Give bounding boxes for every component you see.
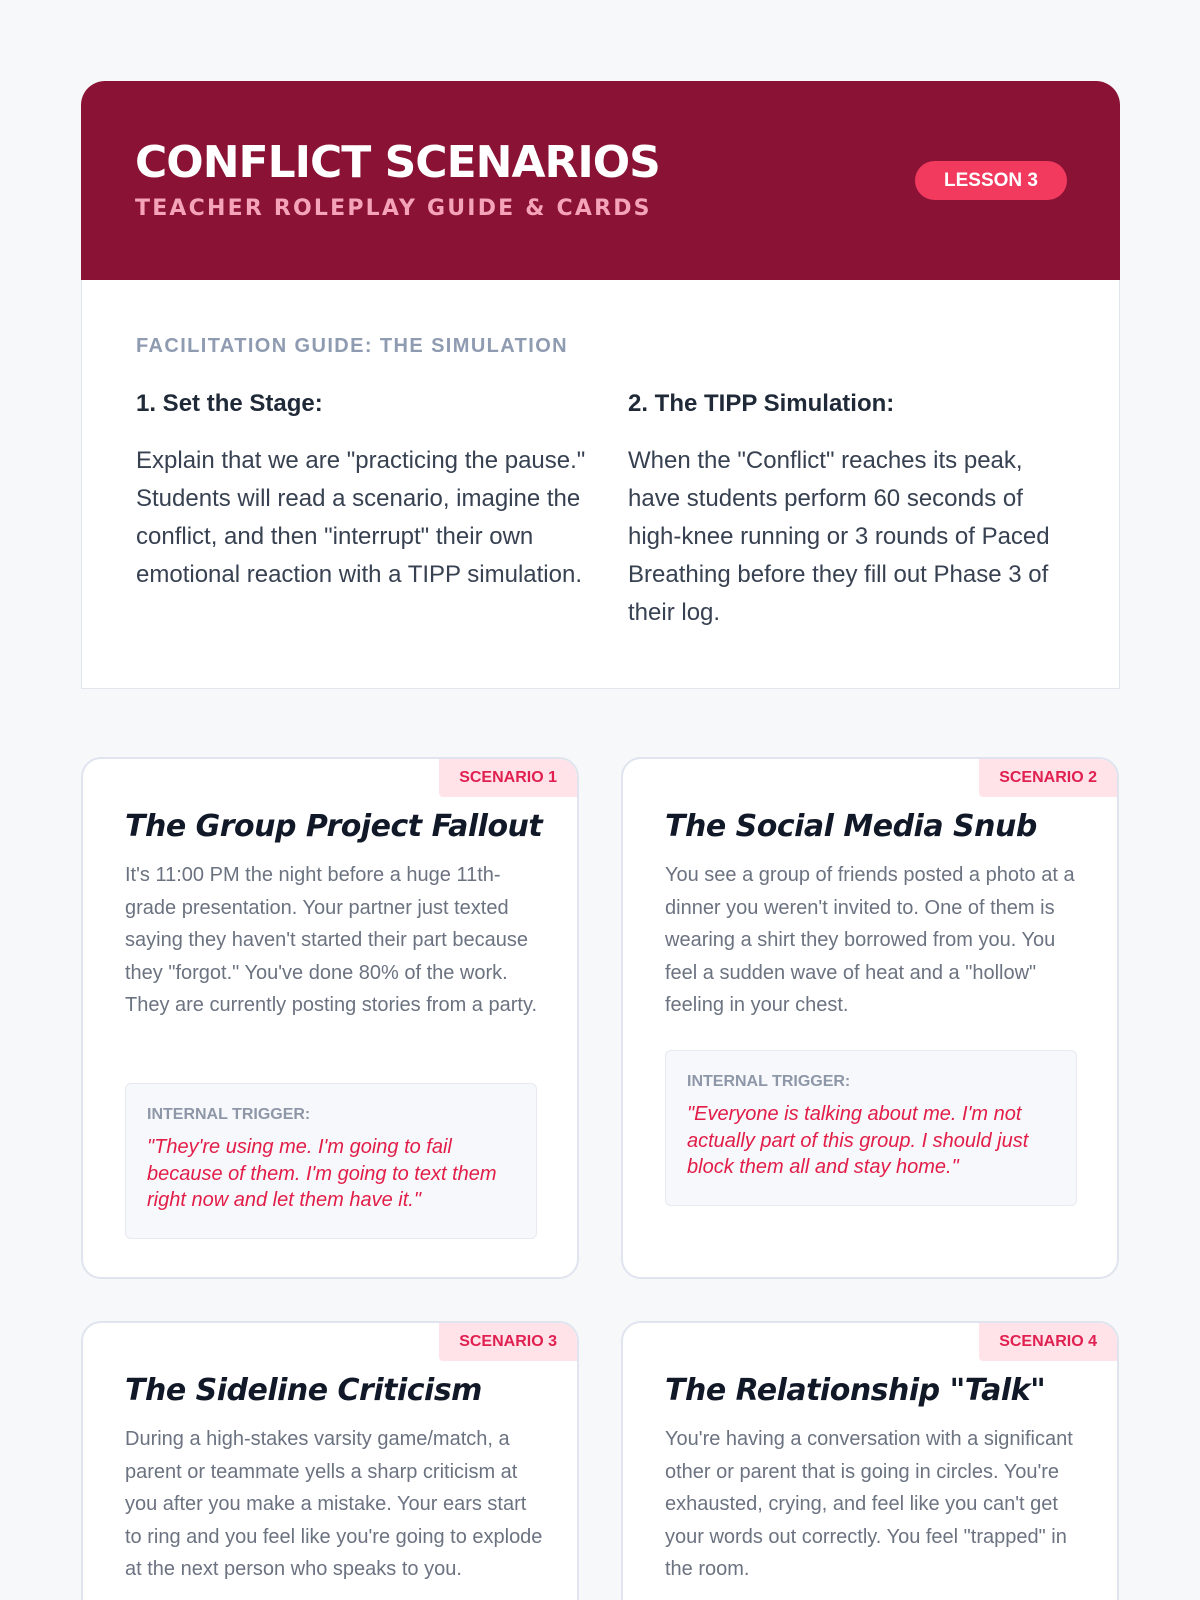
scenario-card-4 (621, 1321, 1119, 1600)
scenario-card-3 (81, 1321, 579, 1600)
scenario-title: The Sideline Criticism (125, 1373, 482, 1408)
scenario-description: You're having a conversation with a significant other or parent that is going in circles. You're exhausted, crying, and feel like you can't get your words out correctly. You feel "trapped" in the room. (665, 1428, 1073, 1580)
trigger-label: INTERNAL TRIGGER: (147, 1106, 311, 1123)
internal-trigger-box (665, 1050, 1077, 1206)
scenario-card-2 (621, 757, 1119, 1279)
scenario-tag: SCENARIO 1 (439, 759, 577, 797)
step-1-text: Explain that we are "practicing the pause." Students will read a scenario, imagine the conflict, and then "interrupt" their own emotional reaction with a TIPP simulation. (136, 447, 586, 588)
scenario-title: The Relationship "Talk" (665, 1373, 1046, 1408)
scenario-tag: SCENARIO 4 (979, 1323, 1117, 1361)
scenario-description: During a high-stakes varsity game/match, a parent or teammate yells a sharp criticism at you after you make a mistake. Your ears start to ring and you feel like you're going to explode at the next person who speaks to you. (125, 1428, 543, 1580)
scenario-tag: SCENARIO 3 (439, 1323, 577, 1361)
step-2-text: When the "Conflict" reaches its peak, have students perform 60 seconds of high-knee running or 3 rounds of Paced Breathing before they fill out Phase 3 of their log. (628, 447, 1050, 626)
step-2-title: 2. The TIPP Simulation: (628, 390, 895, 417)
internal-trigger-box (125, 1083, 537, 1239)
facilitation-guide (81, 280, 1120, 689)
page-title: CONFLICT SCENARIOS (135, 137, 660, 188)
scenario-description: You see a group of friends posted a photo at a dinner you weren't invited to. One of them is wearing a shirt they borrowed from you. You feel a sudden wave of heat and a "hollow" feeling in your chest. (665, 864, 1075, 1016)
scenario-title: The Social Media Snub (665, 809, 1037, 844)
page-subtitle: TEACHER ROLEPLAY GUIDE & CARDS (135, 196, 652, 221)
scenario-description: It's 11:00 PM the night before a huge 11th-grade presentation. Your partner just texted saying they haven't started their part because they "forgot." You've done 80% of the work. They are currently posting stories from a party. (125, 864, 538, 1016)
trigger-quote: "Everyone is talking about me. I'm not actually part of this group. I should just block them all and stay home." (687, 1103, 1029, 1178)
scenario-card-1 (81, 757, 579, 1279)
lesson-header (81, 81, 1120, 280)
trigger-label: INTERNAL TRIGGER: (687, 1073, 851, 1090)
lesson-badge: LESSON 3 (915, 161, 1067, 200)
step-1-title: 1. Set the Stage: (136, 390, 323, 417)
trigger-quote: "They're using me. I'm going to fail because of them. I'm going to text them right now and let them have it." (147, 1136, 497, 1211)
scenario-title: The Group Project Fallout (125, 809, 543, 844)
guide-heading: FACILITATION GUIDE: THE SIMULATION (136, 335, 569, 357)
scenario-tag: SCENARIO 2 (979, 759, 1117, 797)
